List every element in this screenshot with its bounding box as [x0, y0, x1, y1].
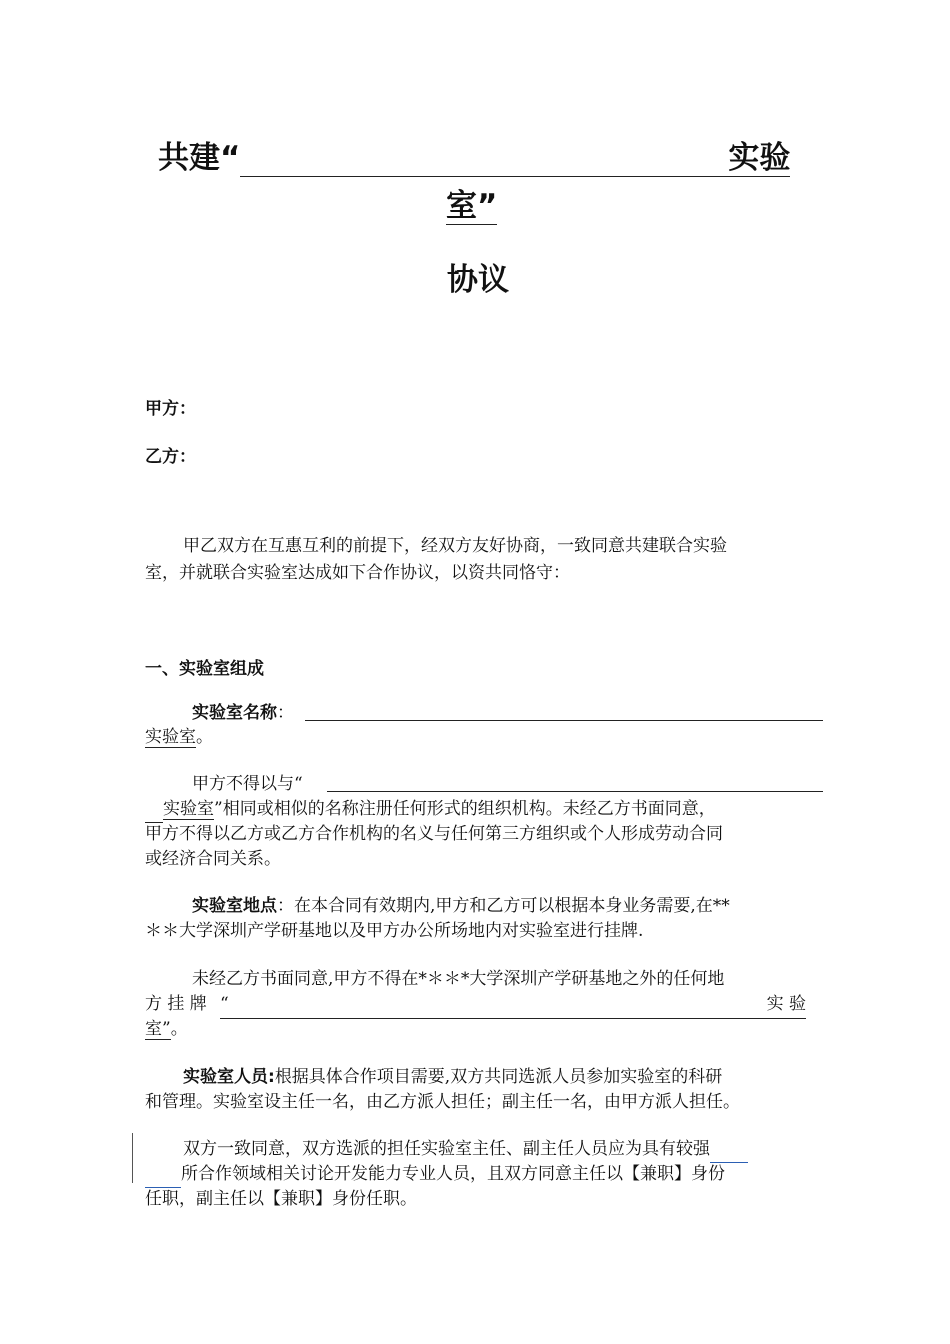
section-1-heading: 一、实验室组成 [145, 659, 264, 679]
p2-line-3: 甲方不得以乙方或乙方合作机构的名义与任何第三方组织或个人形成劳动合同 [145, 824, 723, 844]
p4-line-1: 未经乙方书面同意,甲方不得在*＊＊*大学深圳产学研基地之外的任何地 [192, 969, 725, 989]
staff-colon: : [268, 1067, 275, 1087]
lab-name-line-2 [145, 724, 213, 751]
title-suffix-2: 室” [446, 188, 498, 224]
p6-line-3: 任职，副主任以【兼职】身份任职。 [145, 1189, 417, 1209]
p4-line-3-tail: 室” [145, 1019, 171, 1039]
p6-line-1 [183, 1136, 748, 1163]
revision-bar [132, 1133, 133, 1183]
title-line-2 [446, 180, 497, 225]
staff-line-1-rest: 根据具体合作项目需要,双方共同选派人员参加实验室的科研 [274, 1067, 723, 1087]
p6-line-2-rest: 所合作领域相关讨论开发能力专业人员，且双方同意主任以【兼职】身份 [181, 1164, 725, 1184]
p6-line-2-blank [145, 1167, 181, 1188]
p4-line-2-text: 方 挂 牌 [145, 994, 207, 1014]
p4-line-3 [145, 1016, 188, 1043]
title-suffix-1: 实验 [728, 140, 791, 176]
title-name-blank [240, 142, 728, 177]
lab-name-colon: ： [277, 703, 294, 723]
lab-name-line-1 [192, 700, 294, 727]
intro-line-2: 室，并就联合实验室达成如下合作协议，以资共同恪守： [145, 563, 570, 583]
lab-name-label: 实验室名称 [192, 703, 277, 723]
staff-label: 实验室人员 [183, 1067, 268, 1087]
title-prefix: 共建“ [158, 140, 241, 176]
p2-line-2 [145, 796, 716, 823]
lab-name-blank [305, 702, 823, 721]
location-label: 实验室地点 [192, 896, 277, 916]
title-subtitle: 协议 [447, 262, 509, 298]
title-line-1 [158, 132, 790, 177]
lab-name-period: 。 [196, 727, 213, 747]
location-line-2: ＊＊大学深圳产学研基地以及甲方办公所场地内对实验室进行挂牌. [145, 921, 644, 941]
location-line-1 [192, 893, 730, 920]
p4-line-2-prefix [145, 991, 207, 1018]
p2-line-2-blank [145, 802, 163, 823]
p6-line-1-text: 双方一致同意，双方选派的担任实验室主任、副主任人员应为具有较强 [183, 1139, 710, 1159]
p4-line-2-underlined [220, 991, 806, 1019]
party-b-label: 乙方： [145, 447, 196, 467]
p4-line-2-tail: 实 验 [766, 994, 806, 1014]
p6-line-2 [145, 1161, 725, 1188]
p2-line-2-tail: 实验室 [163, 799, 214, 819]
intro-line-1: 甲乙双方在互惠互利的前提下，经双方友好协商，一致同意共建联合实验 [183, 536, 727, 556]
p2-name-blank [327, 773, 823, 792]
staff-line-2: 和管理。实验室设主任一名，由乙方派人担任；副主任一名，由甲方派人担任。 [145, 1092, 740, 1112]
p4-line-3-period: 。 [170, 1019, 188, 1039]
p4-line-2-quote: “ [220, 994, 229, 1014]
lab-name-tail: 实验室 [145, 727, 196, 747]
location-line-1-rest: ：在本合同有效期内,甲方和乙方可以根据本身业务需要,在** [277, 896, 730, 916]
p2-line-4: 或经济合同关系。 [145, 849, 281, 869]
p2-line-2-rest: ”相同或相似的名称注册任何形式的组织机构。未经乙方书面同意， [214, 799, 716, 819]
party-a-label: 甲方： [145, 399, 196, 419]
staff-line-1 [183, 1064, 722, 1091]
p2-line-1-prefix: 甲方不得以与“ [192, 774, 303, 794]
p6-line-1-blank [710, 1142, 748, 1163]
